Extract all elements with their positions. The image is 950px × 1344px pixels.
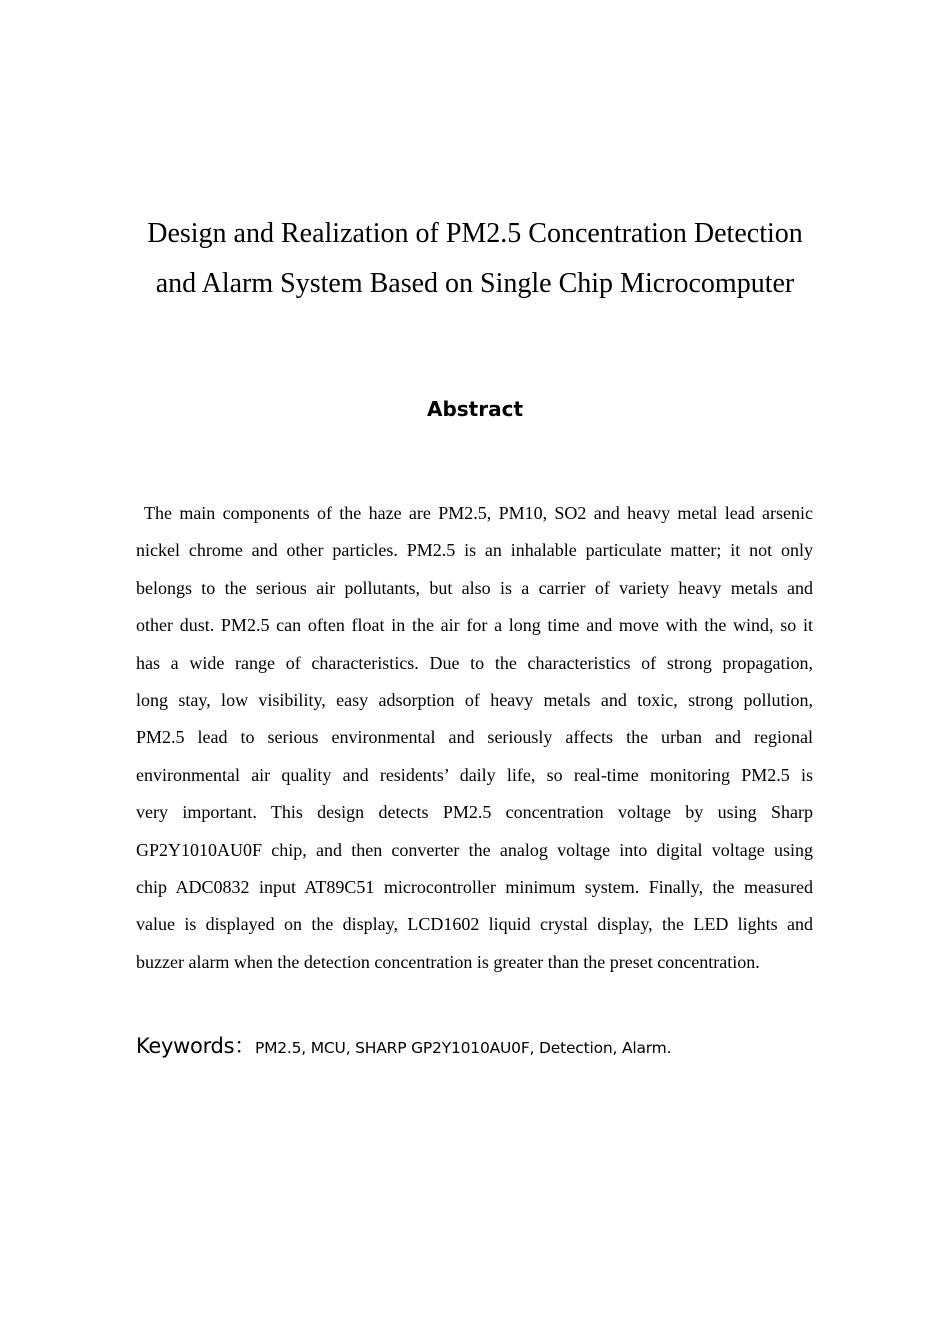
abstract-line: very important. This design detects PM2.5 concentration voltage by using Sharp <box>136 802 813 823</box>
abstract-line: other dust. PM2.5 can often float in the air for a long time and move with the wind, so it <box>136 615 813 636</box>
keywords-label: Keywords： <box>136 1034 255 1058</box>
abstract-line: PM2.5 lead to serious environmental and seriously affects the urban and regional <box>136 727 813 748</box>
paper-title <box>100 209 850 309</box>
keywords <box>136 1030 836 1060</box>
abstract-body <box>136 495 813 981</box>
abstract-line: has a wide range of characteristics. Due to the characteristics of strong propagation, <box>136 652 813 673</box>
paper-title-line-2: and Alarm System Based on Single Chip Microcomputer <box>155 268 795 299</box>
abstract-line: buzzer alarm when the detection concentration is greater than the preset concentration. <box>136 951 760 972</box>
abstract-line: environmental air quality and residents’ daily life, so real-time monitoring PM2.5 is <box>136 764 813 785</box>
abstract-line: chip ADC0832 input AT89C51 microcontroller minimum system. Finally, the measured <box>136 876 813 897</box>
abstract-line: GP2Y1010AU0F chip, and then converter the analog voltage into digital voltage using <box>136 839 813 860</box>
paper-title-line-1: Design and Realization of PM2.5 Concentration Detection <box>147 218 803 249</box>
abstract-line: value is displayed on the display, LCD1602 liquid crystal display, the LED lights and <box>136 914 813 935</box>
abstract-line: belongs to the serious air pollutants, but also is a carrier of variety heavy metals and <box>136 577 813 598</box>
abstract-line: long stay, low visibility, easy adsorption of heavy metals and toxic, strong pollution, <box>136 689 813 710</box>
abstract-line: nickel chrome and other particles. PM2.5 is an inhalable particulate matter; it not only <box>136 540 813 561</box>
abstract-line: The main components of the haze are PM2.5, PM10, SO2 and heavy metal lead arsenic <box>144 503 813 523</box>
abstract-heading: Abstract <box>426 397 524 421</box>
keywords-values: PM2.5, MCU, SHARP GP2Y1010AU0F, Detection, Alarm. <box>254 1039 672 1057</box>
